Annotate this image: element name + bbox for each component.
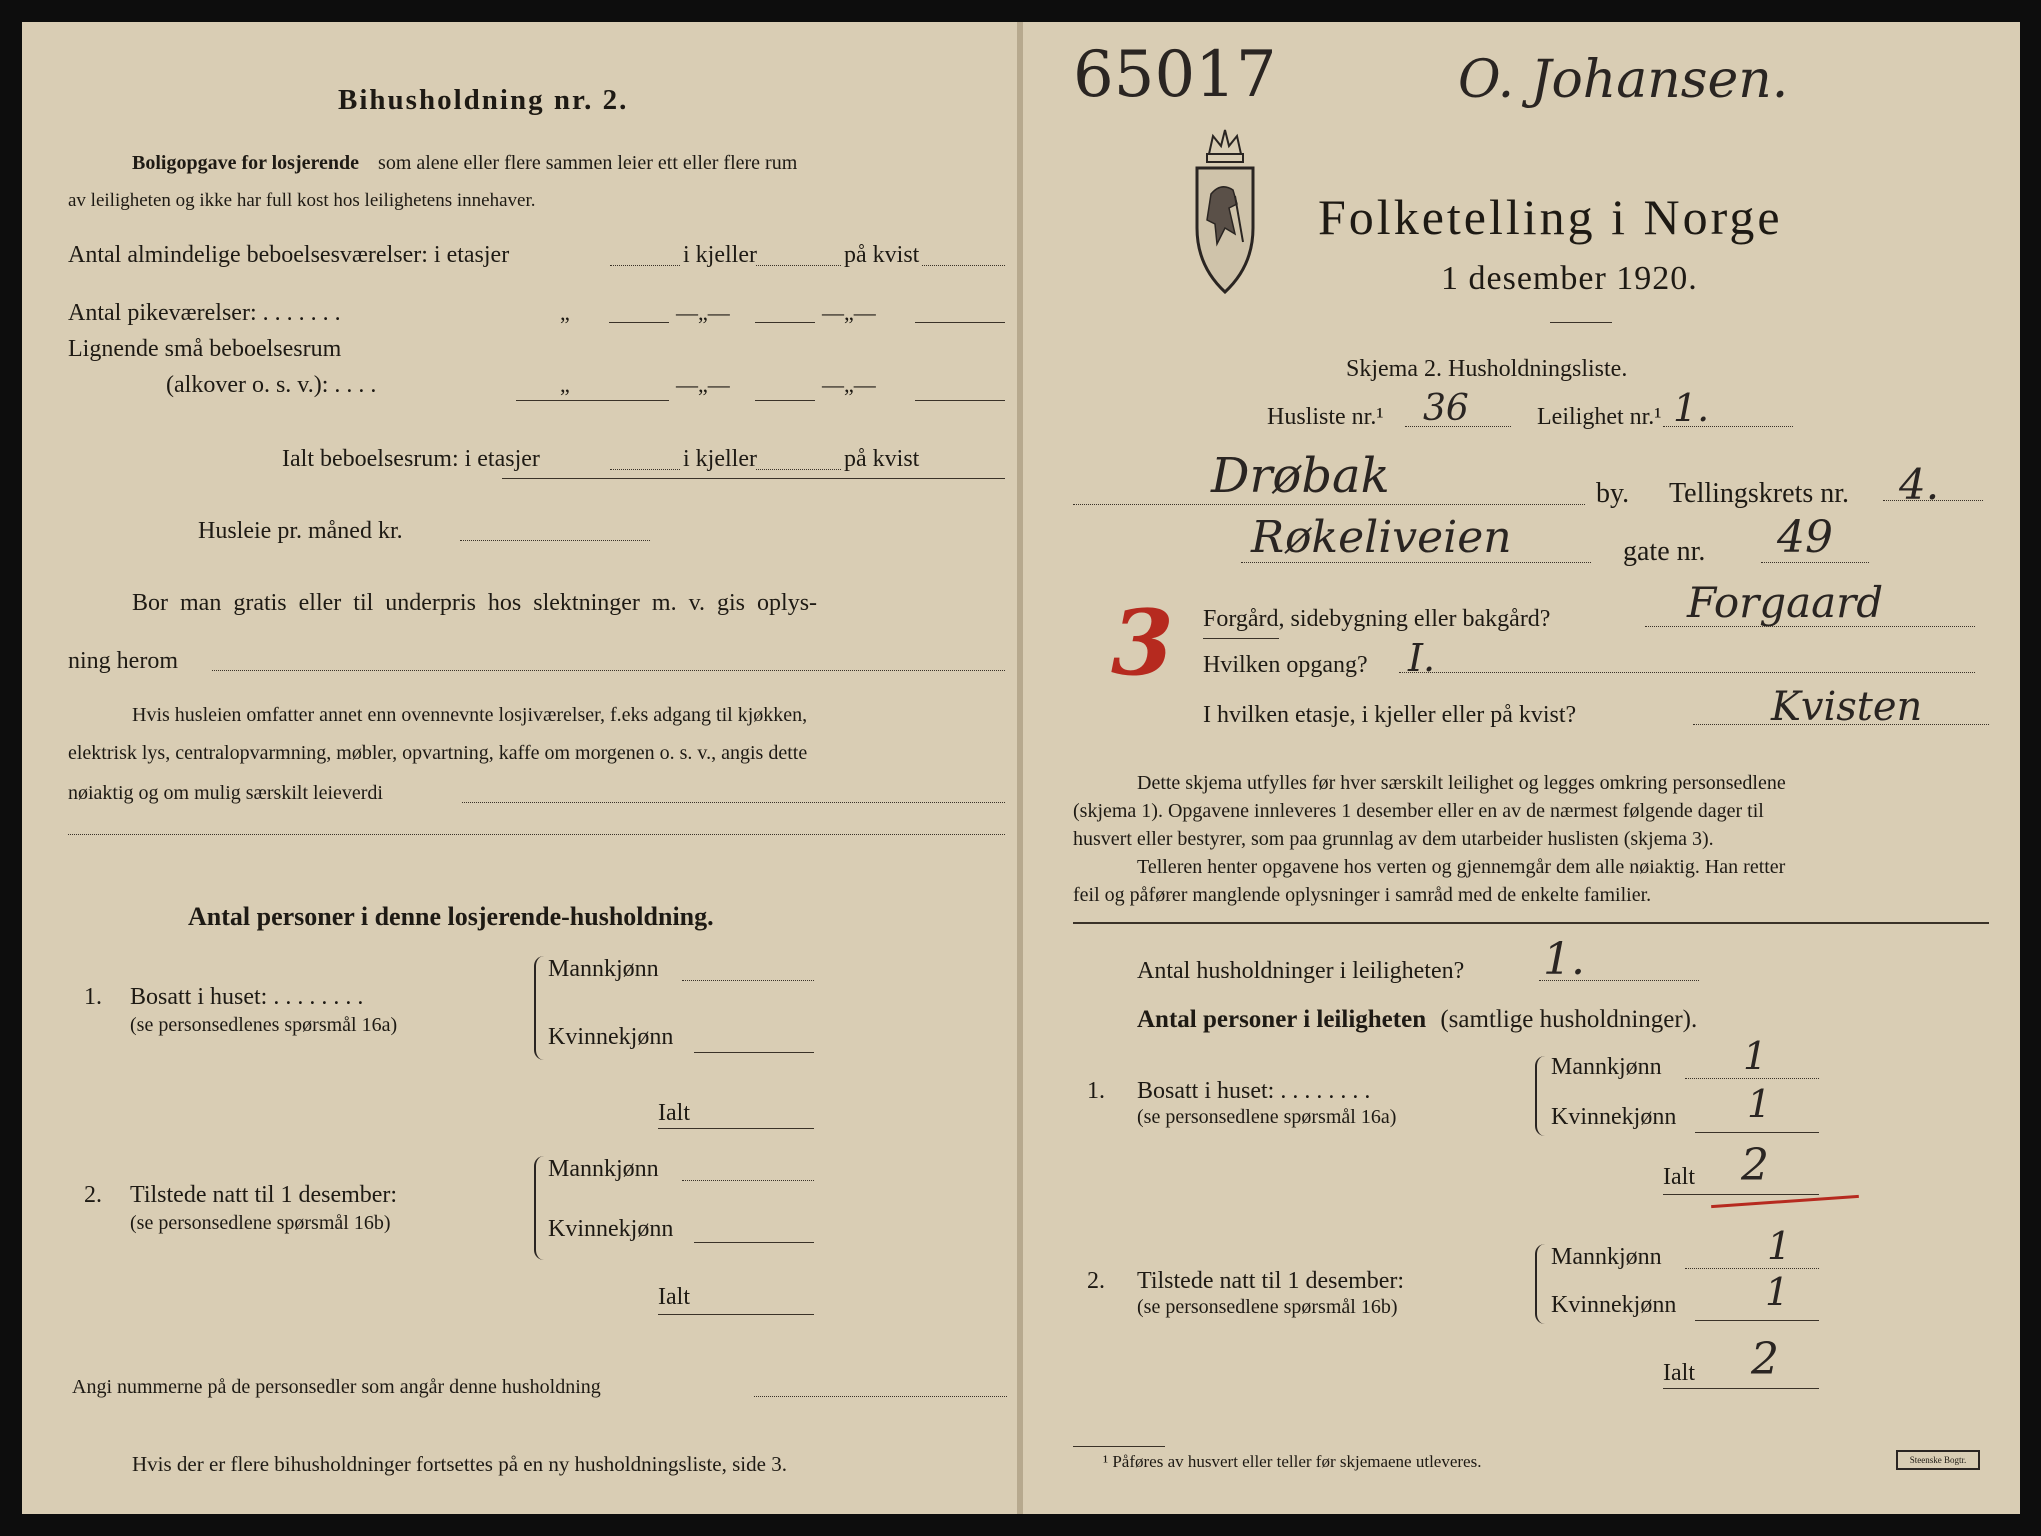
etasje-line — [1693, 724, 1989, 725]
left-q2-sub: (se personsedlene spørsmål 16b) — [130, 1212, 391, 1234]
lignende-line-2 — [755, 400, 815, 401]
ialt-underline — [502, 478, 1005, 479]
info-line-5: feil og påfører manglende oplysninger i samråd med de enkelte familier. — [1073, 884, 1652, 906]
leilighet-value: 1. — [1673, 386, 1710, 430]
info-line-2: (skjema 1). Opgavene innleveres 1 desember eller en av de nærmest følgende dager til — [1073, 800, 1764, 822]
husliste-label: Husliste nr.¹ — [1267, 404, 1384, 430]
left-q1-ialt-line — [658, 1128, 814, 1129]
right-q2-ialt-line — [1663, 1388, 1819, 1389]
red-underline — [1711, 1195, 1859, 1208]
info-line-4: Telleren henter opgavene hos verten og gjennemgår dem alle nøiaktig. Han retter — [1137, 856, 1786, 878]
left-q2-brace — [534, 1156, 544, 1260]
husleie-label: Husleie pr. måned kr. — [198, 518, 403, 544]
bor-line-2: ning herom — [68, 648, 178, 674]
printer-stamp: Steenske Bogtr. — [1896, 1450, 1980, 1470]
left-footer: Hvis der er flere bihusholdninger fortsettes på en ny husholdningsliste, side 3. — [132, 1452, 787, 1476]
right-q2-mann-value: 1 — [1767, 1224, 1792, 1268]
left-q2-ialt-line — [658, 1314, 814, 1315]
intro-line-2: av leiligheten og ikke har full kost hos leilighetens innehaver. — [68, 190, 536, 211]
left-q1-kvinne: Kvinnekjønn — [548, 1024, 674, 1050]
left-q2-label: Tilstede natt til 1 desember: — [130, 1182, 398, 1208]
ialt-rooms-label: Ialt beboelsesrum: i etasjer — [282, 446, 540, 472]
gate-number-line — [1761, 562, 1869, 563]
intro-rest-1: som alene eller flere sammen leier ett eller flere rum — [378, 152, 798, 174]
pike-label: Antal pikeværelser: . . . . . . . — [68, 300, 341, 326]
right-q2-mann-line — [1685, 1268, 1819, 1269]
left-page — [22, 22, 1017, 1514]
right-q2-kvinne-line — [1695, 1320, 1819, 1321]
right-q1-label: Bosatt i huset: . . . . . . . . — [1137, 1078, 1371, 1104]
left-q1-kvinne-line — [694, 1052, 814, 1053]
left-q1-label: Bosatt i huset: . . . . . . . . — [130, 984, 364, 1010]
footnote-rule — [1073, 1446, 1165, 1447]
rooms-kvist: på kvist — [844, 242, 920, 268]
rooms-label: Antal almindelige beboelsesværelser: i etasjer — [68, 242, 510, 268]
right-q1-kvinne-value: 1 — [1747, 1082, 1772, 1126]
right-q1-ialt-value: 2 — [1741, 1140, 1769, 1191]
ialt-kjeller-line — [756, 469, 841, 470]
husleie-line — [460, 540, 650, 541]
forgard-line — [1645, 626, 1975, 627]
by-value: Drøbak — [1211, 448, 1390, 504]
opgang-value: I. — [1408, 636, 1436, 680]
left-q1-num: 1. — [84, 984, 102, 1010]
by-line — [1073, 504, 1585, 505]
etasje-value: Kvisten — [1771, 684, 1923, 730]
hvis-line-1: Hvis husleien omfatter annet enn ovennevnte losjiværelser, f.eks adgang til kjøkken, — [132, 704, 808, 726]
right-q1-mann-line — [1685, 1078, 1819, 1079]
right-q1-num: 1. — [1087, 1078, 1105, 1104]
hvis-line-3: nøiaktig og om mulig særskilt leieverdi — [68, 782, 383, 804]
hush-line — [1539, 980, 1699, 981]
forgard-underline — [1203, 638, 1279, 639]
right-q2-sub: (se personsedlene spørsmål 16b) — [1137, 1296, 1398, 1318]
right-q2-mann: Mannkjønn — [1551, 1244, 1662, 1270]
left-q2-kvinne: Kvinnekjønn — [548, 1216, 674, 1242]
pike-dash-1: —„— — [676, 300, 730, 325]
right-page — [1023, 22, 2020, 1514]
rooms-kvist-line — [922, 265, 1005, 266]
right-q1-mann-value: 1 — [1743, 1034, 1768, 1078]
krets-label: Tellingskrets nr. — [1669, 478, 1850, 509]
lignende-line-1 — [516, 400, 669, 401]
pike-quote: „ — [560, 300, 570, 325]
pike-line-3 — [915, 322, 1005, 323]
right-q1-kvinne-line — [1695, 1132, 1819, 1133]
antal-bold: Antal personer i leiligheten — [1137, 1006, 1427, 1033]
left-q2-num: 2. — [84, 1182, 102, 1208]
hush-label: Antal husholdninger i leiligheten? — [1137, 958, 1465, 984]
red-mark: 3 — [1111, 590, 1174, 696]
opgang-line — [1399, 672, 1975, 673]
angi-line — [754, 1396, 1007, 1397]
right-q1-mann: Mannkjønn — [1551, 1054, 1662, 1080]
right-q2-ialt-value: 2 — [1751, 1334, 1779, 1385]
by-label: by. — [1596, 478, 1630, 509]
right-q1-sub: (se personsedlene spørsmål 16a) — [1137, 1106, 1397, 1128]
left-q2-kvinne-line — [694, 1242, 814, 1243]
right-q1-ialt-line — [1663, 1194, 1819, 1195]
hvis-extra-line — [68, 834, 1005, 835]
lignende-1: Lignende små beboelsesrum — [68, 336, 342, 362]
right-q1-ialt: Ialt — [1663, 1164, 1695, 1190]
ialt-kjeller: i kjeller — [683, 446, 757, 472]
left-title: Bihusholdning nr. 2. — [338, 84, 629, 116]
hvis-line — [462, 802, 1005, 803]
etasje-label: I hvilken etasje, i kjeller eller på kvist? — [1203, 702, 1577, 728]
krets-value: 4. — [1899, 460, 1940, 509]
title-rule — [1550, 322, 1612, 323]
lignende-dash-2: —„— — [822, 372, 876, 397]
forgard-value: Forgaard — [1687, 578, 1884, 627]
top-signature: O. Johansen. — [1458, 50, 1789, 110]
lignende-2: (alkover o. s. v.): . . . . — [166, 372, 377, 398]
left-q1-ialt: Ialt — [658, 1100, 690, 1126]
leilighet-label: Leilighet nr.¹ — [1537, 404, 1662, 430]
hush-value: 1. — [1543, 934, 1585, 985]
antal-line — [1137, 1006, 1697, 1034]
left-q2-mann-line — [682, 1180, 814, 1181]
husliste-line — [1405, 426, 1511, 427]
right-q1-kvinne: Kvinnekjønn — [1551, 1104, 1677, 1130]
right-q2-kvinne: Kvinnekjønn — [1551, 1292, 1677, 1318]
forgard-label: Forgård, sidebygning eller bakgård? — [1203, 606, 1551, 632]
info-line-3: husvert eller bestyrer, som paa grunnlag av dem utarbeider huslisten (skjema 3). — [1073, 828, 1714, 850]
right-date: 1 desember 1920. — [1441, 260, 1698, 297]
gate-line — [1241, 562, 1591, 563]
rooms-etasjer-line — [610, 265, 680, 266]
right-q2-brace — [1535, 1244, 1545, 1324]
lignende-line-3 — [915, 400, 1005, 401]
gate-number: 49 — [1777, 512, 1833, 563]
ialt-kvist: på kvist — [844, 446, 920, 472]
opgang-label: Hvilken opgang? — [1203, 652, 1368, 678]
bor-line-1: Bor man gratis eller til underpris hos slektninger m. v. gis oplys- — [132, 590, 818, 616]
gate-label: gate nr. — [1623, 536, 1706, 567]
intro-line-1 — [132, 152, 797, 175]
left-q1-mann: Mannkjønn — [548, 956, 659, 982]
info-rule — [1073, 922, 1989, 924]
pike-line-1 — [609, 322, 669, 323]
hvis-line-2: elektrisk lys, centralopvarmning, møbler, opvartning, kaffe om morgenen o. s. v., angis dette — [68, 742, 808, 764]
angi-label: Angi nummerne på de personsedler som angår denne husholdning — [72, 1376, 601, 1398]
right-q2-kvinne-value: 1 — [1765, 1270, 1790, 1314]
pike-line-2 — [755, 322, 815, 323]
krets-line — [1883, 500, 1983, 501]
right-q2-label: Tilstede natt til 1 desember: — [1137, 1268, 1405, 1294]
right-q2-num: 2. — [1087, 1268, 1105, 1294]
gate-value: Røkeliveien — [1251, 512, 1512, 563]
left-q2-mann: Mannkjønn — [548, 1156, 659, 1182]
antal-rest: (samtlige husholdninger). — [1440, 1006, 1698, 1033]
left-q1-brace — [534, 956, 544, 1060]
bor-line — [212, 670, 1005, 671]
right-q2-ialt: Ialt — [1663, 1360, 1695, 1386]
lignende-quote: „ — [560, 372, 570, 397]
intro-bold: Boligopgave for losjerende — [132, 152, 360, 174]
info-line-1: Dette skjema utfylles før hver særskilt leilighet og legges omkring personsedlene — [1137, 772, 1786, 794]
skjema-label: Skjema 2. Husholdningsliste. — [1346, 356, 1628, 382]
norway-coat-of-arms-icon — [1191, 124, 1259, 294]
right-title: Folketelling i Norge — [1318, 189, 1783, 245]
rooms-kjeller-line — [756, 265, 841, 266]
ialt-etasjer-line — [610, 469, 680, 470]
right-q1-brace — [1535, 1056, 1545, 1136]
left-q1-sub: (se personsedlenes spørsmål 16a) — [130, 1014, 398, 1036]
lignende-dash-1: —„— — [676, 372, 730, 397]
husliste-value: 36 — [1423, 388, 1469, 429]
antal-heading: Antal personer i denne losjerende-husholdning. — [188, 902, 714, 931]
footnote: ¹ Påføres av husvert eller teller før skjemaene utleveres. — [1103, 1452, 1482, 1471]
pike-dash-2: —„— — [822, 300, 876, 325]
left-q2-ialt: Ialt — [658, 1284, 690, 1310]
left-q1-mann-line — [682, 980, 814, 981]
leilighet-line — [1663, 426, 1793, 427]
rooms-kjeller: i kjeller — [683, 242, 757, 268]
stamp-number: 65017 — [1073, 38, 1277, 112]
